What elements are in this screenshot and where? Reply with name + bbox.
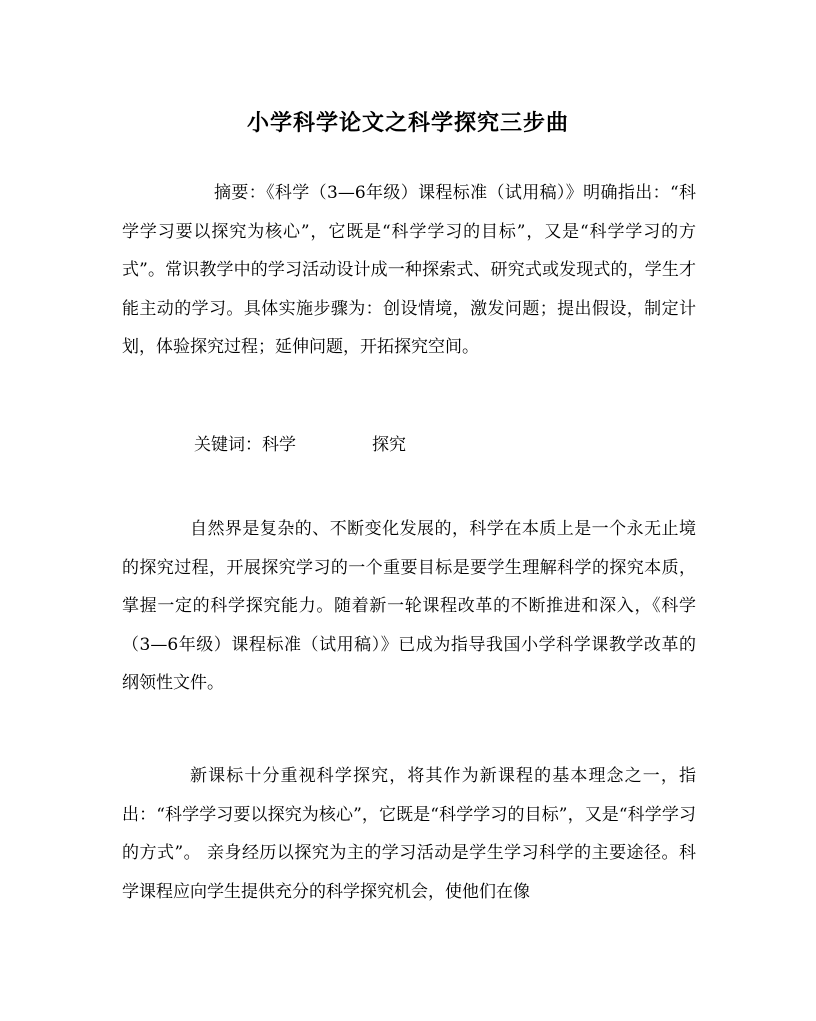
body-paragraph: 新课标十分重视科学探究，将其作为新课程的基本理念之一，指出：“科学学习要以探究为核心”，它既是“科学学习的目标”，又是“科学学习的方式”。 亲身经历以探究为主的学习活动是学生学习科学的主要途径。科学课程应向学生提供充分的科学探究机会，使他们在像 <box>122 766 696 902</box>
body-paragraph: 自然界是复杂的、不断变化发展的，科学在本质上是一个永无止境的探究过程，开展探究学习的一个重要目标是要学生理解科学的探究本质，掌握一定的科学探究能力。随着新一轮课程改革的不断推进和深入，《科学（3—6年级）课程标准（试用稿）》已成为指导我国小学科学课教学改革的纲领性文件。 <box>122 519 696 693</box>
keyword-item: 探究 <box>372 435 406 455</box>
abstract-paragraph: 摘要：《科学（3—6年级）课程标准（试用稿）》明确指出：“科学学习要以探究为核心”，它既是“科学学习的目标”，又是“科学学习的方式”。常识教学中的学习活动设计成一种探索式、研究式或发现式的，学生才能主动的学习。具体实施步骤为：创设情境，激发问题；提出假设，制定计划，体验探究过程；延伸问题，开拓探究空间。 <box>122 183 696 357</box>
keywords-line <box>122 426 696 465</box>
keywords-label: 关键词： <box>194 435 262 455</box>
keyword-item: 科学 <box>262 435 296 455</box>
document-title: 小学科学论文之科学探究三步曲 <box>246 110 569 136</box>
